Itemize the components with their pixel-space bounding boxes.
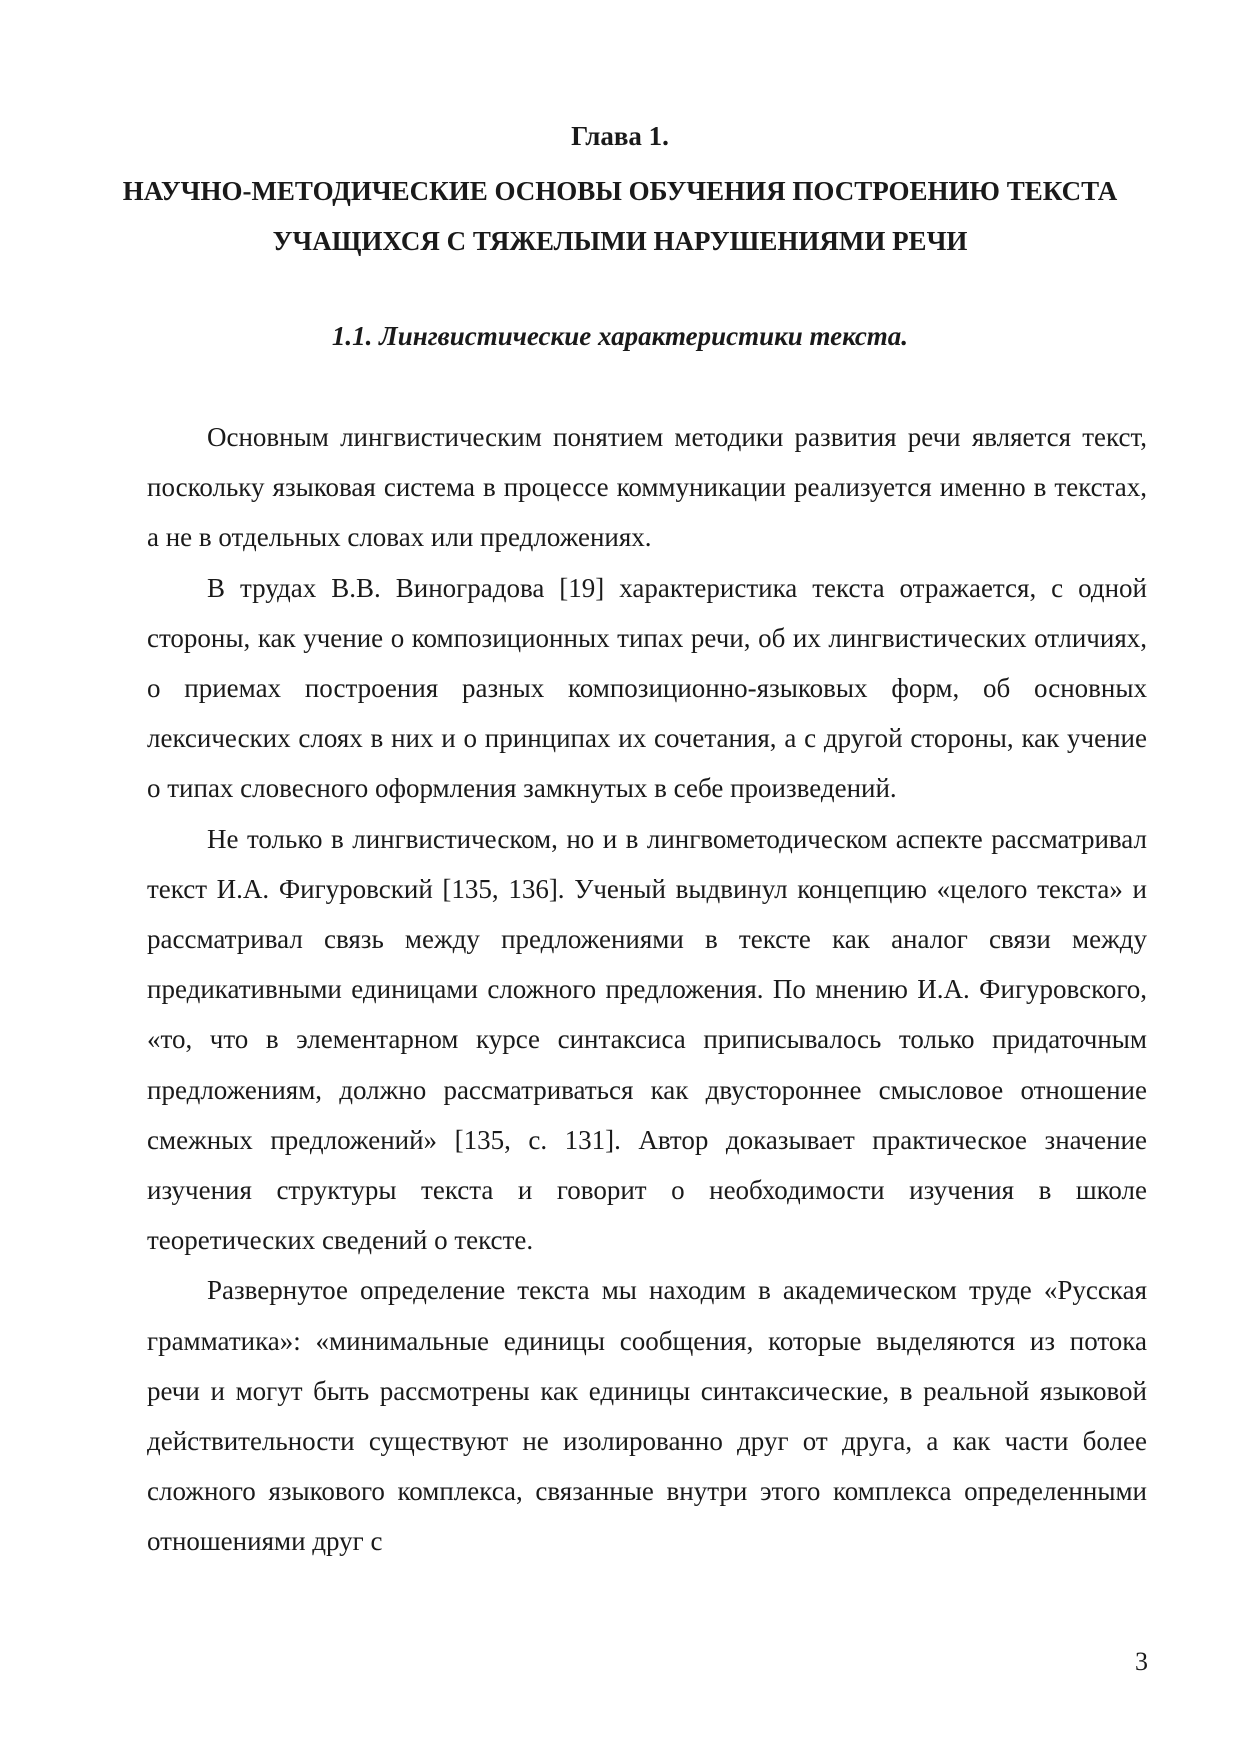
page-number: 3 bbox=[1135, 1647, 1148, 1676]
chapter-title: НАУЧНО-МЕТОДИЧЕСКИЕ ОСНОВЫ ОБУЧЕНИЯ ПОСТРОЕНИЮ ТЕКСТА УЧАЩИХСЯ С ТЯЖЕЛЫМИ НАРУШЕНИЯМИ РЕЧИ bbox=[122, 176, 1118, 256]
section-title: 1.1. Лингвистические характеристики текста. bbox=[331, 321, 909, 351]
body-text bbox=[147, 412, 1147, 1567]
chapter-label: Глава 1. bbox=[571, 121, 669, 151]
paragraph: Основным лингвистическим понятием методики развития речи является текст, поскольку языковая система в процессе коммуникации реализуется именно в текстах, а не в отдельных словах или предложениях. bbox=[147, 422, 1147, 553]
paragraph: В трудах В.В. Виноградова [19] характеристика текста отражается, с одной стороны, как учение о композиционных типах речи, об их лингвистических отличиях, о приемах построения разных композиционно-языковых форм, об основных лексических слоях в них и о принципах их сочетания, а с другой стороны, как учение о типах словесного оформления замкнутых в себе произведений. bbox=[147, 572, 1147, 804]
paragraph: Развернутое определение текста мы находим в академическом труде «Русская грамматика»: «минимальные единицы сообщения, которые выделяются из потока речи и могут быть рассмотрены как единицы синтаксические, в реальной языковой действительности существуют не изолированно друг от друга, а как части более сложного языкового комплекса, связанные внутри этого комплекса определенными отношениями друг с bbox=[147, 1275, 1147, 1557]
paragraph: Не только в лингвистическом, но и в лингвометодическом аспекте рассматривал текст И.А. Фигуровский [135, 136]. Ученый выдвинул концепцию «целого текста» и рассматривал связь между предложениями в тексте как аналог связи между предикативными единицами сложного предложения. По мнению И.А. Фигуровского, «то, что в элементарном курсе синтаксиса приписывалось только придаточным предложениям, должно рассматриваться как двустороннее смысловое отношение смежных предложений» [135, с. 131]. Автор доказывает практическое значение изучения структуры текста и говорит о необходимости изучения в школе теоретических сведений о тексте. bbox=[147, 823, 1147, 1256]
